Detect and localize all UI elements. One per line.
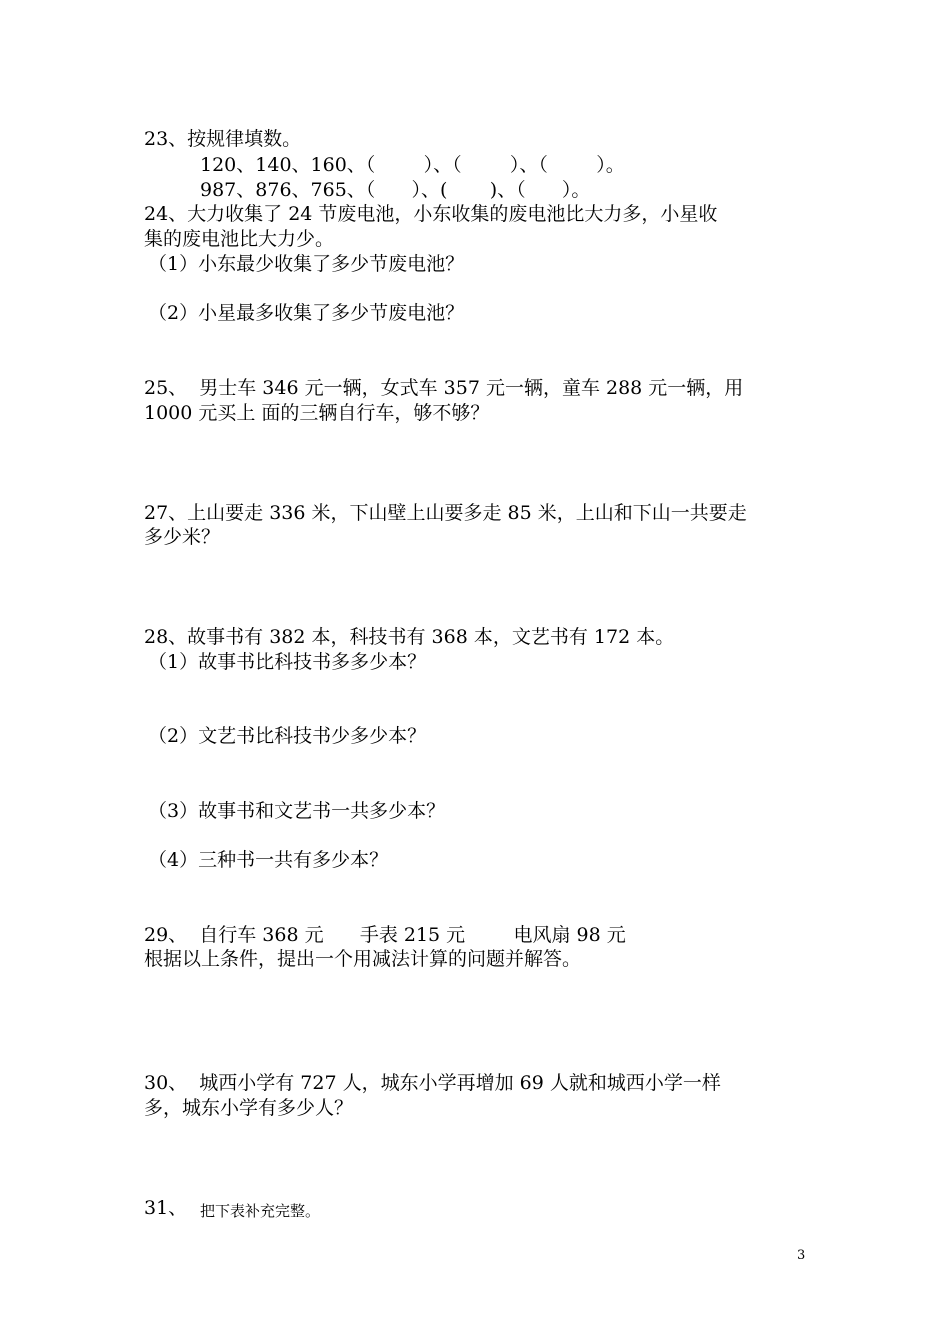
q23-title: 23、按规律填数。 — [144, 128, 302, 150]
q24-text-line-2: 集的废电池比大力少。 — [144, 228, 335, 250]
q24-part-1: （1）小东最少收集了多少节废电池？ — [148, 253, 465, 275]
q27-text-line-2: 多少米？ — [144, 526, 221, 548]
q24-part-2: （2）小星最多收集了多少节废电池？ — [148, 302, 465, 324]
q25-text-line-1: 25、 男士车 346 元一辆，女式车 357 元一辆，童车 288 元一辆，用 — [144, 377, 744, 399]
q28-part-4: （4）三种书一共有多少本？ — [148, 849, 389, 871]
q28-part-1: （1）故事书比科技书多多少本？ — [148, 651, 427, 673]
q30-text-line-2: 多，城东小学有多少人？ — [144, 1097, 354, 1119]
q28-part-3: （3）故事书和文艺书一共多少本？ — [148, 800, 446, 822]
q31-number: 31、 — [144, 1197, 188, 1219]
q29-conditions: 29、 自行车 368 元 手表 215 元 电风扇 98 元 — [144, 924, 626, 946]
q27-text-line-1: 27、上山要走 336 米，下山壁上山要多走 85 米，上山和下山一共要走 — [144, 502, 747, 524]
q23-sequence-1: 120、140、160、（ ）、（ ）、（ ）。 — [200, 154, 625, 176]
q30-text-line-1: 30、 城西小学有 727 人，城东小学再增加 69 人就和城西小学一样 — [144, 1072, 721, 1094]
q23-sequence-2: 987、876、765、（ ）、( )、（ ）。 — [200, 179, 591, 201]
q24-text-line-1: 24、大力收集了 24 节废电池，小东收集的废电池比大力多，小星收 — [144, 203, 718, 225]
q29-instruction: 根据以上条件，提出一个用减法计算的问题并解答。 — [144, 948, 582, 970]
q28-text: 28、故事书有 382 本，科技书有 368 本，文艺书有 172 本。 — [144, 626, 675, 648]
page-number: 3 — [797, 1248, 806, 1263]
q31-text: 把下表补充完整。 — [200, 1202, 321, 1220]
q28-part-2: （2）文艺书比科技书少多少本？ — [148, 725, 427, 747]
q25-text-line-2: 1000 元买上 面的三辆自行车，够不够？ — [144, 402, 490, 424]
